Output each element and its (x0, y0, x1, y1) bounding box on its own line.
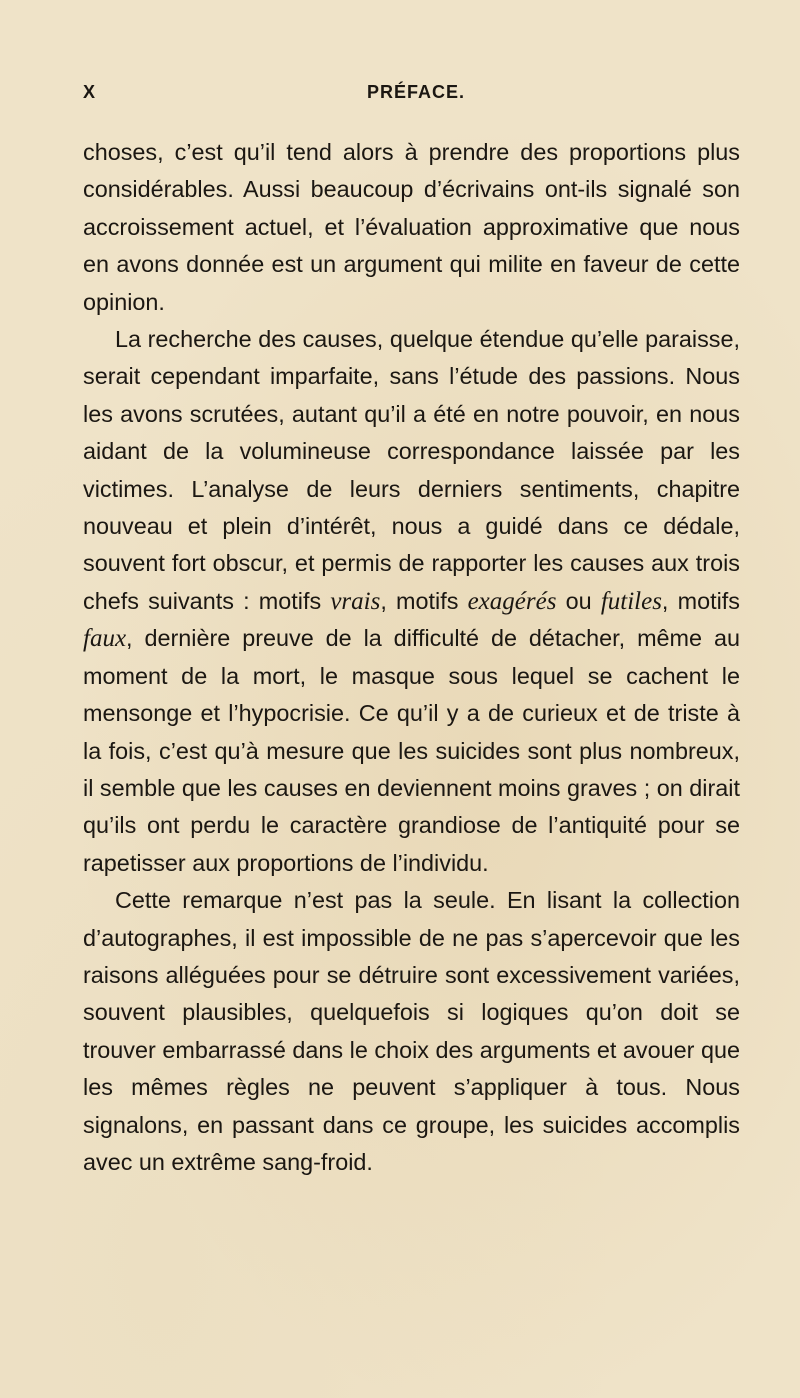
paragraph-2-text: ou (556, 587, 601, 614)
paragraph-2-text: , motifs (661, 587, 740, 614)
italic-futiles: futiles (600, 587, 662, 615)
paragraph-2-text: , motifs (380, 587, 468, 614)
paragraph-2 (83, 321, 740, 882)
page-number: X (83, 82, 97, 102)
italic-exageres: exagérés (467, 587, 557, 615)
body-text (83, 134, 740, 1181)
paragraph-1: choses, c’est qu’il tend alors à prendre des proportions plus considérables. Aussi beaucoup d’écrivains ont-ils signalé son accroissement actuel, et l’évaluation approximative que nous en avons donnée est un argument qui milite en faveur de cette opinion. (83, 139, 740, 315)
paragraph-2-text: La recherche des causes, quelque étendue qu’elle paraisse, serait cependant imparfaite, sans l’étude des passions. Nous les avons scrutées, autant qu’il a été en notre pouvoir, en nous aidant de la volumineuse correspondance laissée par les victimes. L’analyse de leurs derniers sentiments, chapitre nouveau et plein d’intérêt, nous a guidé dans ce dédale, souvent fort obscur, et permis de rapporter les causes aux trois chefs suivants : motifs (83, 326, 740, 614)
running-head (83, 82, 738, 106)
section-title: PRÉFACE. (367, 82, 466, 102)
paragraph-2-text: , dernière preuve de la difficulté de détacher, même au moment de la mort, le masque sous lequel se cachent le mensonge et l’hypocrisie. Ce qu’il y a de curieux et de triste à la fois, c’est qu’à mesure que les suicides sont plus nombreux, il semble que les causes en deviennent moins graves ; on dirait qu’ils ont perdu le caractère grandiose de l’antiquité pour se rapetisser aux proportions de l’individu. (83, 625, 740, 876)
italic-faux: faux (83, 625, 127, 653)
paragraph-3: Cette remarque n’est pas la seule. En lisant la collection d’autographes, il est impossible de ne pas s’apercevoir que les raisons alléguées pour se détruire sont excessivement variées, souvent plausibles, quelquefois si logiques qu’on doit se trouver embarrassé dans le choix des arguments et avouer que les mêmes règles ne peuvent s’appliquer à tous. Nous signalons, en passant dans ce groupe, les suicides accomplis avec un extrême sang-froid. (83, 887, 740, 1175)
italic-vrais: vrais (330, 587, 381, 615)
